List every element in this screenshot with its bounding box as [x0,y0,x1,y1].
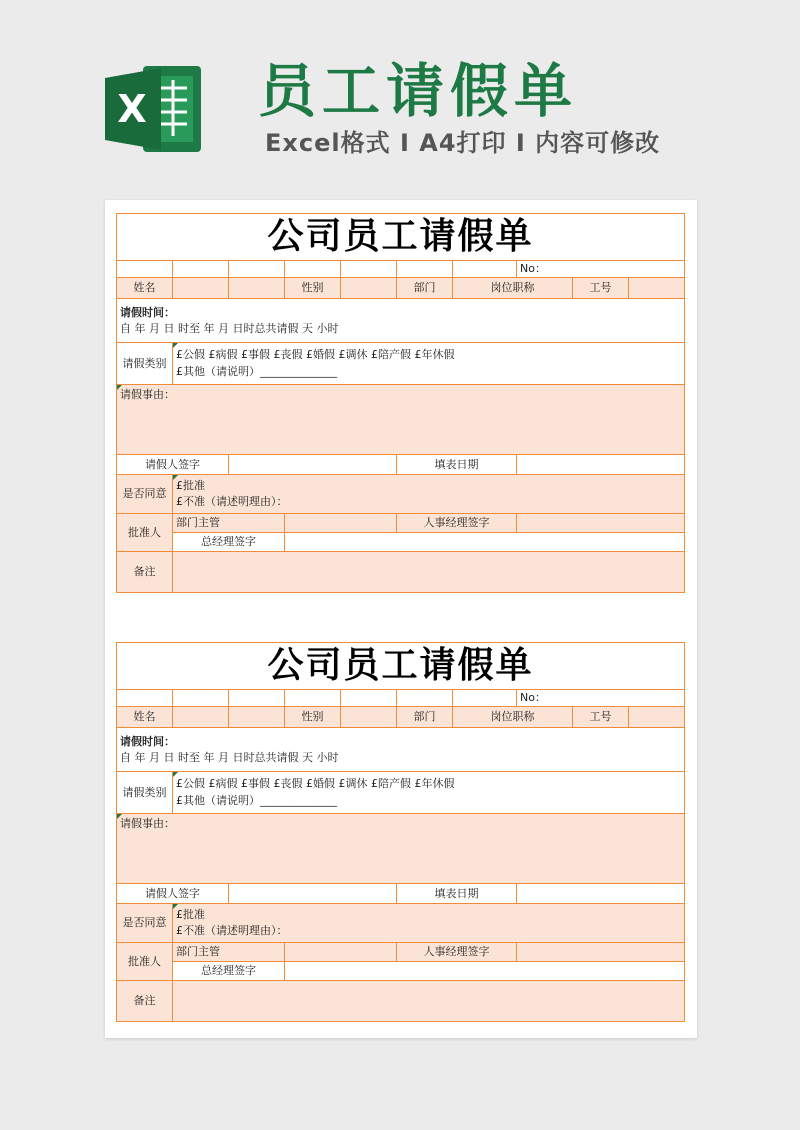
remark-field[interactable] [173,981,685,1022]
leave-type-label: 请假类别 [117,343,173,385]
dept-head-label: 部门主管 [173,943,285,962]
excel-logo-icon [103,58,203,158]
name-field[interactable] [173,278,229,299]
applicant-sign-field[interactable] [229,455,397,475]
approver-label: 批准人 [117,943,173,981]
approve-options[interactable]: £批准 £不准（请述明理由）： [173,904,685,943]
svg-text:X: X [117,87,147,131]
id-label: 工号 [573,707,629,728]
blank-cell[interactable] [229,707,285,728]
fill-date-label: 填表日期 [397,884,517,904]
fill-date-label: 填表日期 [397,455,517,475]
form-title: 公司员工请假单 [117,643,685,690]
page-subtitle: Excel格式 Ⅰ A4打印 Ⅰ 内容可修改 [265,129,661,157]
dept-head-label: 部门主管 [173,514,285,533]
dept-label: 部门 [397,278,453,299]
header [0,0,800,200]
hr-sign-field[interactable] [517,943,685,962]
id-label: 工号 [573,278,629,299]
gm-sign-label: 总经理签字 [173,533,285,552]
gender-field[interactable] [341,278,397,299]
leave-time-line: 自 年 月 日 时至 年 月 日时总共请假 天 小时 [120,750,339,764]
approve-question-label: 是否同意 [117,475,173,514]
hr-sign-label: 人事经理签字 [397,943,517,962]
page-title: 员工请假单 [258,57,579,125]
name-label: 姓名 [117,707,173,728]
id-field[interactable] [629,707,685,728]
leave-time-cell[interactable] [117,299,685,343]
blank-cell[interactable] [117,261,173,278]
hr-sign-label: 人事经理签字 [397,514,517,533]
approve-options[interactable]: £批准 £不准（请述明理由）： [173,475,685,514]
leave-type-options[interactable]: £公假 £病假 £事假 £丧假 £婚假 £调休 £陪产假 £年休假 £其他（请说明）______________ [173,343,685,385]
approve-question-label: 是否同意 [117,904,173,943]
gm-sign-label: 总经理签字 [173,962,285,981]
fill-date-field[interactable] [517,884,685,904]
leave-time-line: 自 年 月 日 时至 年 月 日时总共请假 天 小时 [120,321,339,335]
leave-reason-field[interactable]: 请假事由： [117,385,685,455]
remark-field[interactable] [173,552,685,593]
dept-head-field[interactable] [285,943,397,962]
leave-reason-field[interactable]: 请假事由： [117,814,685,884]
applicant-sign-label: 请假人签字 [117,884,229,904]
gender-field[interactable] [341,707,397,728]
gender-label: 性别 [285,707,341,728]
no-label: No： [517,261,685,278]
gm-sign-field[interactable] [285,962,685,981]
applicant-sign-field[interactable] [229,884,397,904]
name-label: 姓名 [117,278,173,299]
blank-cell[interactable] [229,278,285,299]
leave-form-2 [116,642,684,1022]
dept-head-field[interactable] [285,514,397,533]
position-label: 岗位职称 [453,278,573,299]
id-field[interactable] [629,278,685,299]
leave-time-cell[interactable] [117,728,685,772]
remark-label: 备注 [117,981,173,1022]
fill-date-field[interactable] [517,455,685,475]
leave-time-label: 请假时间： [120,305,175,319]
name-field[interactable] [173,707,229,728]
gm-sign-field[interactable] [285,533,685,552]
position-label: 岗位职称 [453,707,573,728]
remark-label: 备注 [117,552,173,593]
leave-form-1 [116,213,684,593]
blank-cell[interactable] [117,690,173,707]
leave-type-options[interactable]: £公假 £病假 £事假 £丧假 £婚假 £调休 £陪产假 £年休假 £其他（请说明）______________ [173,772,685,814]
applicant-sign-label: 请假人签字 [117,455,229,475]
leave-type-label: 请假类别 [117,772,173,814]
hr-sign-field[interactable] [517,514,685,533]
dept-label: 部门 [397,707,453,728]
approver-label: 批准人 [117,514,173,552]
no-label: No： [517,690,685,707]
leave-time-label: 请假时间： [120,734,175,748]
form-title: 公司员工请假单 [117,214,685,261]
gender-label: 性别 [285,278,341,299]
